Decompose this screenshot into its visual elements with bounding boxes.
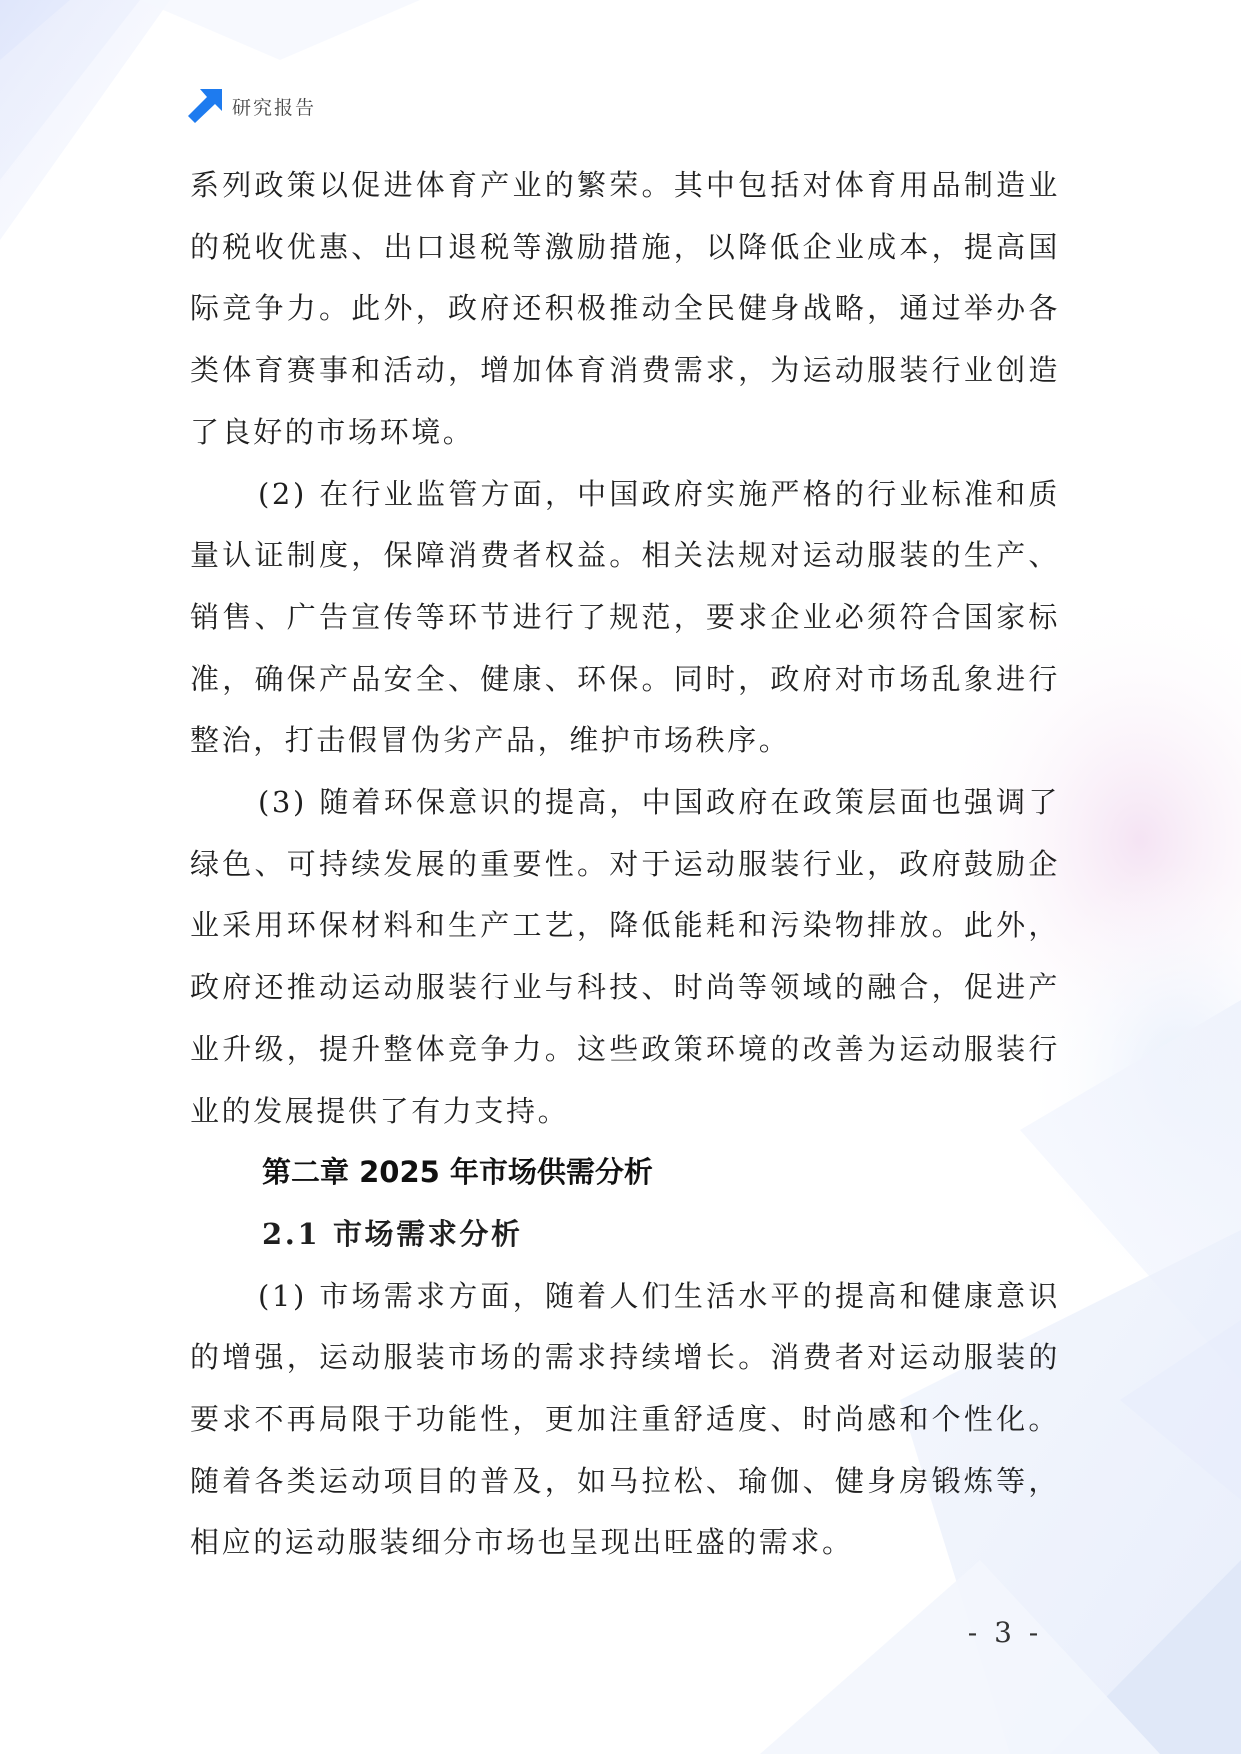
chapter-heading: 第二章 2025 年市场供需分析 [262,1155,653,1190]
report-header [188,88,316,124]
body-paragraph: (2) 在行业监管方面，中国政府实施严格的行业标准和质量认证制度，保障消费者权益。相关法规对运动服装的生产、销售、广告宣传等环节进行了规范，要求企业必须符合国家标准，确保产品安全、健康、环保。同时，政府对市场乱象进行整治，打击假冒伪劣产品，维护市场秩序。 [190,476,1060,758]
body-paragraph: (3) 随着环保意识的提高，中国政府在政策层面也强调了绿色、可持续发展的重要性。对于运动服装行业，政府鼓励企业采用环保材料和生产工艺，降低能耗和污染物排放。此外，政府还推动运动服装行业与科技、时尚等领域的融合，促进产业升级，提升整体竞争力。这些政策环境的改善为运动服装行业的发展提供了有力支持。 [190,785,1060,1128]
header-title: 研究报告 [232,96,317,119]
body-paragraph: (1) 市场需求方面，随着人们生活水平的提高和健康意识的增强，运动服装市场的需求持续增长。消费者对运动服装的要求不再局限于功能性，更加注重舒适度、时尚感和个性化。随着各类运动项目的普及，如马拉松、瑜伽、健身房锻炼等，相应的运动服装细分市场也呈现出旺盛的需求。 [190,1278,1060,1560]
document-body [190,155,1060,1574]
arrow-up-right-icon [188,89,222,123]
page-number: - 3 - [967,1616,1043,1649]
body-paragraph: 系列政策以促进体育产业的繁荣。其中包括对体育用品制造业的税收优惠、出口退税等激励措施，以降低企业成本，提高国际竞争力。此外，政府还积极推动全民健身战略，通过举办各类体育赛事和活动，增加体育消费需求，为运动服装行业创造了良好的市场环境。 [190,168,1060,449]
section-heading: 2.1 市场需求分析 [262,1216,523,1251]
